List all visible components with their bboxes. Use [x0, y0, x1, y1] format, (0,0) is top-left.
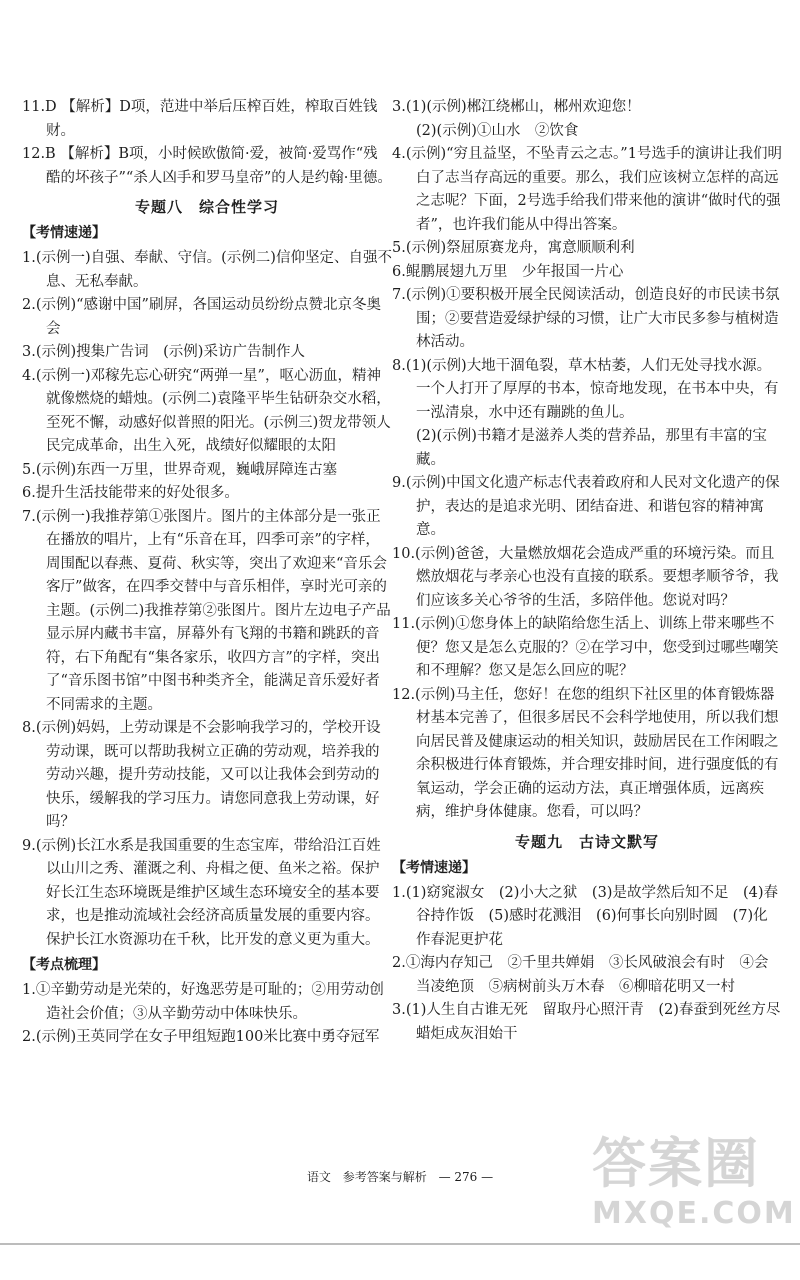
left-column — [22, 96, 392, 1050]
answer-item: 12.B 【解析】B项，小时候欧傲简·爱，被简·爱骂作“残酷的坏孩子”“杀人凶手和罗马皇帝”的人是约翰·里德。 — [22, 146, 392, 186]
answer-item: (2)(示例)①山水 ②饮食 — [416, 122, 579, 139]
answer-item: 1.①辛勤劳动是光荣的，好逸恶劳是可耻的；②用劳动创造社会价值；③从辛勤劳动中体味快乐。 — [22, 982, 384, 1022]
watermark-logo — [592, 1132, 796, 1274]
answer-item: 2.①海内存知己 ②千里共婵娟 ③长风破浪会有时 ④会当凌绝顶 ⑤病树前头万木春 ⑥柳暗花明又一村 — [392, 955, 769, 995]
section-tag: 【考情速递】 — [22, 225, 106, 241]
section-tag: 【考点梳理】 — [22, 957, 106, 973]
watermark-logo-text: 答案圈 — [592, 1132, 760, 1195]
answer-item: 3.(示例)搜集广告词 (示例)采访广告制作人 — [22, 344, 305, 360]
section-heading: 专题九 古诗文默写 — [514, 832, 659, 851]
answer-item: 11.(示例)①您身体上的缺陷给您生活上、训练上带来哪些不便？您又是怎么克服的？②在学习中，您受到过哪些嘲笑和不理解？您又是怎么回应的呢？ — [392, 616, 779, 679]
answer-item: 7.(示例一)我推荐第①张图片。图片的主体部分是一张正在播放的唱片，上有“乐音在耳，四季可亲”的字样，周围配以春燕、夏荷、秋实等，突出了欢迎来“音乐会客厅”做客，在四季交替中与音乐相伴，享时光可亲的主题。(示例二)我推荐第②张图片。图片左边电子产品显示屏内藏书丰富，屏幕外有飞翔的书籍和跳跃的音符，右下角配有“集各家乐，收四方言”的字样，突出了“音乐图书馆”中图书种类齐全，能满足音乐爱好者不同需求的主题。 — [22, 508, 391, 713]
footer-page-number: — 276 — — [438, 1170, 494, 1184]
answer-item: 4.(示例一)邓稼先忘心研究“两弹一星”，呕心沥血，精神就像燃烧的蜡烛。(示例二)袁隆平毕生钻研杂交水稻，至死不懈，动感好似普照的阳光。(示例三)贺龙带领人民完成革命，出生入死，战绩好似耀眼的太阳 — [22, 367, 391, 454]
answer-item: 10.(示例)爸爸，大量燃放烟花会造成严重的环境污染。而且燃放烟花与孝亲心也没有直接的联系。要想孝顺爷爷，我们应该多关心爷爷的生活，多陪伴他。您说对吗？ — [392, 545, 779, 609]
answer-item: 6.鲲鹏展翅九万里 少年报国一片心 — [392, 263, 624, 280]
footer-subject: 语文 — [306, 1170, 331, 1184]
answer-item: 2.(示例)王英同学在女子甲组短跑100米比赛中勇夺冠军 — [22, 1029, 380, 1045]
answer-item: 11.D 【解析】D项，范进中举后压榨百姓，榨取百姓钱财。 — [22, 99, 378, 139]
right-column — [392, 96, 795, 1046]
section-heading: 专题八 综合性学习 — [134, 198, 279, 216]
answer-item: (2)(示例)书籍才是滋养人类的营养品，那里有丰富的宝藏。 — [416, 428, 767, 468]
footer-section: 参考答案与解析 — [342, 1170, 427, 1184]
section-tag: 【考情速递】 — [392, 859, 476, 876]
answer-item: 5.(示例)祭屈原赛龙舟，寓意顺顺利利 — [392, 240, 635, 256]
watermark-url: MXQE.COM — [592, 1196, 796, 1231]
answer-item: 1.(示例一)自强、奉献、守信。(示例二)信仰坚定、自强不息、无私奉献。 — [22, 250, 392, 290]
answer-item: 5.(示例)东西一万里，世界奇观，巍峨屏障连古塞 — [22, 461, 338, 478]
answer-item: 9.(示例)中国文化遗产标志代表着政府和人民对文化遗产的保护，表达的是追求光明、团结奋进、和谐包容的精神寓意。 — [392, 475, 780, 538]
answer-item: 3.(1)人生自古谁无死 留取丹心照汗青 (2)春蚕到死丝方尽 蜡炬成灰泪始干 — [392, 1002, 795, 1042]
answer-item: 8.(示例)妈妈，上劳动课是不会影响我学习的，学校开设劳动课，既可以帮助我树立正确的劳动观，培养我的劳动兴趣，提升劳动技能，又可以让我体会到劳动的快乐，缓解我的学习压力。请您同意我上劳动课，好吗？ — [22, 720, 381, 830]
answer-item: 12.(示例)马主任，您好！在您的组织下社区里的体育锻炼器材基本完善了，但很多居民不会科学地使用，所以我们想向居民普及健康运动的相关知识，鼓励居民在工作闲暇之余积极进行体育锻炼，并合理安排时间，进行强度低的有氧运动，学会正确的运动方法，真正增强体质，远离疾病，维护身体健康。您看，可以吗？ — [392, 686, 779, 820]
answer-item: 1.(1)窈窕淑女 (2)小大之狱 (3)是故学然后知不足 (4)春谷持作饭 (5)感时花溅泪 (6)何事长向别时圆 (7)化作春泥更护花 — [392, 884, 778, 948]
answer-item: 4.(示例)“穷且益坚，不坠青云之志。”1号选手的演讲让我们明白了志当存高远的重要。那么，我们应该树立怎样的高远之志呢？下面，2号选手给我们带来他的演讲“做时代的强者”，也许我们能从中得出答案。 — [392, 146, 782, 233]
answer-item: 8.(1)(示例)大地干涸龟裂，草木枯萎，人们无处寻找水源。一个人打开了厚厚的书本，惊奇地发现，在书本中央，有一泓清泉，水中还有蹦跳的鱼儿。 — [392, 357, 779, 421]
answer-item: 3.(1)(示例)郴江绕郴山，郴州欢迎您！ — [392, 99, 641, 115]
answer-item: 7.(示例)①要积极开展全民阅读活动，创造良好的市民读书氛围；②要营造爱绿护绿的习惯，让广大市民多参与植树造林活动。 — [392, 287, 780, 350]
answer-item: 2.(示例)“感谢中国”刷屏，各国运动员纷纷点赞北京冬奥会 — [22, 297, 381, 337]
answer-item: 9.(示例)长江水系是我国重要的生态宝库，带给沿江百姓以山川之秀、灌溉之利、舟楫之便、鱼米之裕。保护好长江生态环境既是维护区域生态环境安全的基本要求，也是推动流域社会经济高质量发展的重要内容。保护长江水资源功在千秋，比开发的意义更为重大。 — [22, 837, 381, 948]
answer-item: 6.提升生活技能带来的好处很多。 — [22, 485, 239, 501]
